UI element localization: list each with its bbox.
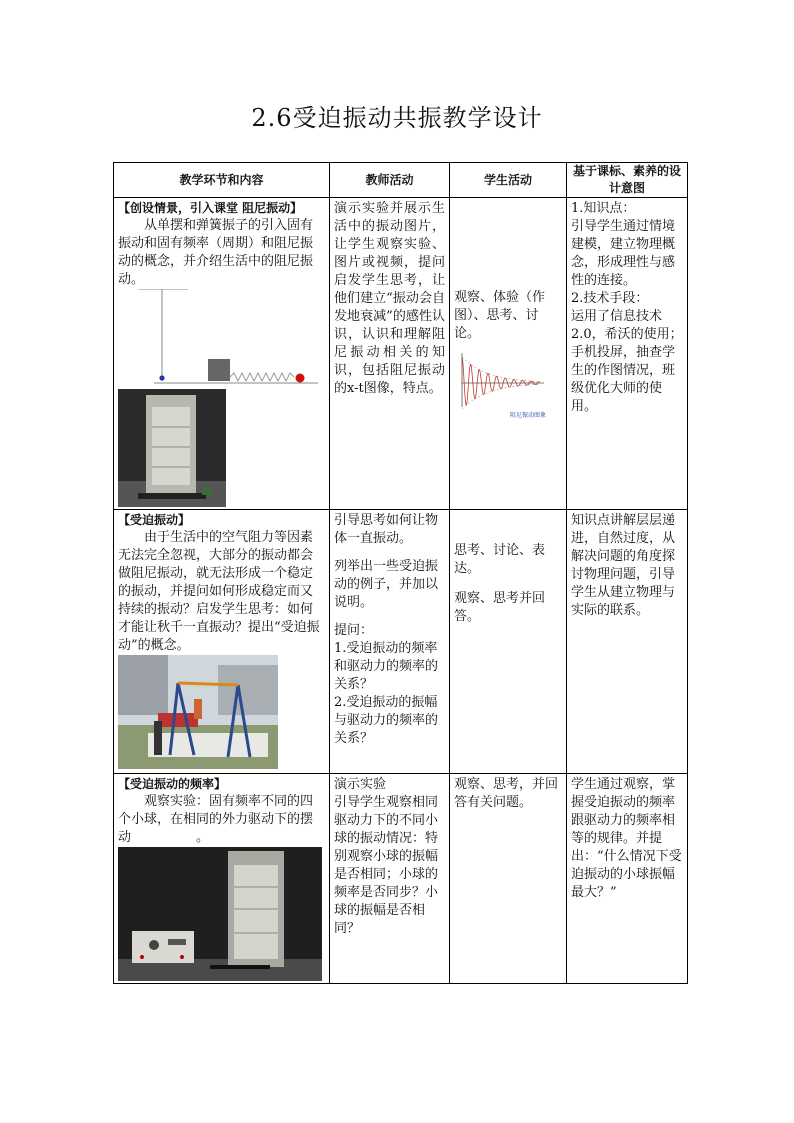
teacher-line: 引导思考如何让物体一直振动。	[334, 513, 439, 546]
damped-oscillation-graph	[454, 349, 550, 419]
header-content: 教学环节和内容	[114, 163, 330, 198]
header-student: 学生活动	[450, 163, 567, 198]
section-heading: 【受迫振动的频率】	[118, 777, 227, 791]
teacher-line: 演示实验	[334, 777, 387, 792]
section-heading: 【创设情景，引入课堂 阻尼振动】	[118, 201, 303, 215]
table-header-row	[114, 163, 688, 198]
forced-vibration-demo-photo	[118, 847, 322, 981]
teacher-line: 列举出一些受迫振动的例子，并加以说明。	[334, 559, 439, 610]
intent-cell: 学生通过观察，掌握受迫振动的频率跟驱动力的频率相等的规律。并提出：“什么情况下受迫振动的小球振幅最大？”	[567, 774, 688, 984]
student-line: 思考、讨论、表达。	[454, 543, 546, 576]
content-cell	[114, 774, 330, 984]
section-heading: 【受迫振动】	[118, 513, 191, 527]
pendulum-spring-figure	[118, 289, 324, 389]
content-cell	[114, 198, 330, 510]
teacher-line: 提问：	[334, 623, 374, 638]
document-title: 2.6受迫振动共振教学设计	[251, 104, 543, 132]
student-activity-cell	[450, 510, 567, 774]
teacher-line: 1.受迫振动的频率和驱动力的频率的关系？	[334, 641, 439, 692]
demo-apparatus-photo	[118, 389, 226, 507]
lesson-plan-table	[113, 162, 688, 984]
student-activity-cell: 观察、思考，并回答有关问题。	[450, 774, 567, 984]
intent-line: 1.知识点：	[571, 201, 636, 216]
table-row	[114, 774, 688, 984]
swing-photo	[118, 655, 278, 769]
intent-cell: 知识点讲解层层递进，自然过度，从解决问题的角度探讨物理问题，引导学生从建立物理与实际的联系。	[567, 510, 688, 774]
teacher-line: 引导学生观察相同驱动力下的不同小球的振动情况：特别观察小球的振幅是否相同；小球的频率是否同步？小球的振幅是否相同？	[334, 795, 439, 936]
intent-cell	[567, 198, 688, 510]
student-activity-text: 观察、体验（作图）、思考、讨论。	[454, 289, 546, 341]
header-intent: 基于课标、素养的设计意图	[567, 163, 688, 198]
section-content: 从单摆和弹簧振子的引入固有振动和固有频率（周期）和阻尼振动的概念，并介绍生活中的阻尼振动。	[118, 218, 314, 287]
teacher-activity-cell	[330, 510, 450, 774]
content-cell	[114, 510, 330, 774]
teacher-activity-cell: 演示实验并展示生活中的振动图片，让学生观察实验、图片或视频，提问启发学生思考，让他们建立“振动会自发地衰减”的感性认识，认识和理解阻尼振动相关的知识，包括阻尼振动的x-t图像，特点。	[330, 198, 450, 510]
table-row	[114, 510, 688, 774]
header-teacher: 教师活动	[330, 163, 450, 198]
intent-line: 2.技术手段：	[571, 291, 649, 306]
table-row	[114, 198, 688, 510]
student-activity-cell	[450, 198, 567, 510]
intent-line: 运用了信息技术2.0，希沃的使用；手机投屏，抽查学生的作图情况，班级优化大师的使用。	[571, 309, 683, 414]
student-line: 观察、思考并回答。	[454, 591, 546, 624]
section-content: 由于生活中的空气阻力等因素无法完全忽视，大部分的振动都会做阻尼振动，就无法形成一个稳定的振动，并提问如何形成稳定而又持续的振动？启发学生思考：如何才能让秋千一直振动？提出“受迫振动”的概念。	[118, 530, 320, 653]
graph-label: 阻尼振动图象	[510, 411, 547, 419]
intent-line: 引导学生通过情境建模，建立物理概念，形成理性与感性的连接。	[571, 219, 676, 288]
section-content: 观察实验：固有频率不同的四个小球，在相同的外力驱动下的摆动 。	[118, 794, 314, 845]
teacher-activity-cell	[330, 774, 450, 984]
teacher-line: 2.受迫振动的振幅与驱动力的频率的关系？	[334, 695, 439, 746]
